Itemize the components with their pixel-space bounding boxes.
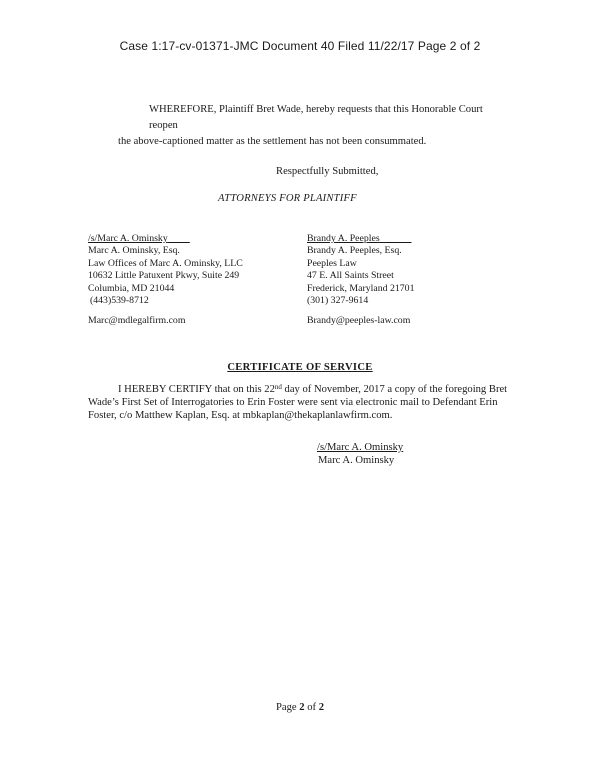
cert-text-line3: Foster, c/o Matthew Kaplan, Esq. at mbkaplan@thekaplanlawfirm.com. bbox=[88, 410, 393, 421]
left-attorney-signature: /s/Marc A. Ominsky bbox=[88, 233, 168, 244]
left-attorney-address2: Columbia, MD 21044 bbox=[88, 282, 175, 294]
left-attorney-phone: (443)539-8712 bbox=[90, 295, 149, 307]
certificate-title: CERTIFICATE OF SERVICE bbox=[227, 362, 373, 373]
cert-text-start: I HEREBY CERTIFY that on this 22 bbox=[118, 384, 275, 395]
attorneys-for-plaintiff: ATTORNEYS FOR PLAINTIFF bbox=[218, 193, 357, 204]
footer-page-of: of bbox=[307, 702, 317, 713]
footer-page-total: 2 bbox=[318, 702, 324, 713]
left-attorney-address1: 10632 Little Patuxent Pkwy, Suite 249 bbox=[88, 270, 240, 282]
wherefore-paragraph bbox=[118, 102, 503, 150]
left-attorney-email[interactable]: Marc@mdlegalfirm.com bbox=[88, 315, 186, 326]
respectfully-submitted: Respectfully Submitted, bbox=[276, 166, 379, 177]
wherefore-line-2: the above-captioned matter as the settlement has not been consummated. bbox=[118, 136, 427, 147]
right-attorney-address2: Frederick, Maryland 21701 bbox=[307, 282, 415, 294]
right-attorney-signature: Brandy A. Peeples bbox=[307, 233, 380, 244]
cert-text-line1-rest: day of November, 2017 a copy of the foregoing Bret bbox=[281, 384, 508, 395]
right-attorney-phone: (301) 327-9614 bbox=[307, 295, 369, 307]
wherefore-line-1: WHEREFORE, Plaintiff Bret Wade, hereby requests that this Honorable Court reopen bbox=[149, 104, 483, 131]
certificate-body bbox=[88, 383, 508, 422]
right-attorney-firm: Peeples Law bbox=[307, 257, 357, 269]
cert-text-line2: Wade’s First Set of Interrogatories to Erin Foster were sent via electronic mail to Defendant Erin bbox=[88, 397, 498, 408]
footer-page-current: 2 bbox=[299, 702, 305, 713]
right-attorney-name: Brandy A. Peeples, Esq. bbox=[307, 245, 402, 257]
left-attorney-name: Marc A. Ominsky, Esq. bbox=[88, 245, 180, 257]
cert-signature: /s/Marc A. Ominsky bbox=[317, 442, 404, 453]
right-attorney-block bbox=[307, 233, 414, 307]
page-footer bbox=[0, 702, 600, 713]
cert-signer-name: Marc A. Ominsky bbox=[318, 455, 395, 466]
footer-page-word: Page bbox=[276, 702, 297, 713]
certificate-signature-block bbox=[317, 441, 403, 467]
right-attorney-email[interactable]: Brandy@peeples-law.com bbox=[307, 315, 411, 326]
left-attorney-firm: Law Offices of Marc A. Ominsky, LLC bbox=[88, 257, 243, 269]
case-header: Case 1:17-cv-01371-JMC Document 40 Filed 11/22/17 Page 2 of 2 bbox=[119, 39, 481, 53]
cert-day-suffix: nd bbox=[274, 383, 282, 391]
left-attorney-block bbox=[88, 233, 243, 307]
right-attorney-address1: 47 E. All Saints Street bbox=[307, 270, 394, 282]
